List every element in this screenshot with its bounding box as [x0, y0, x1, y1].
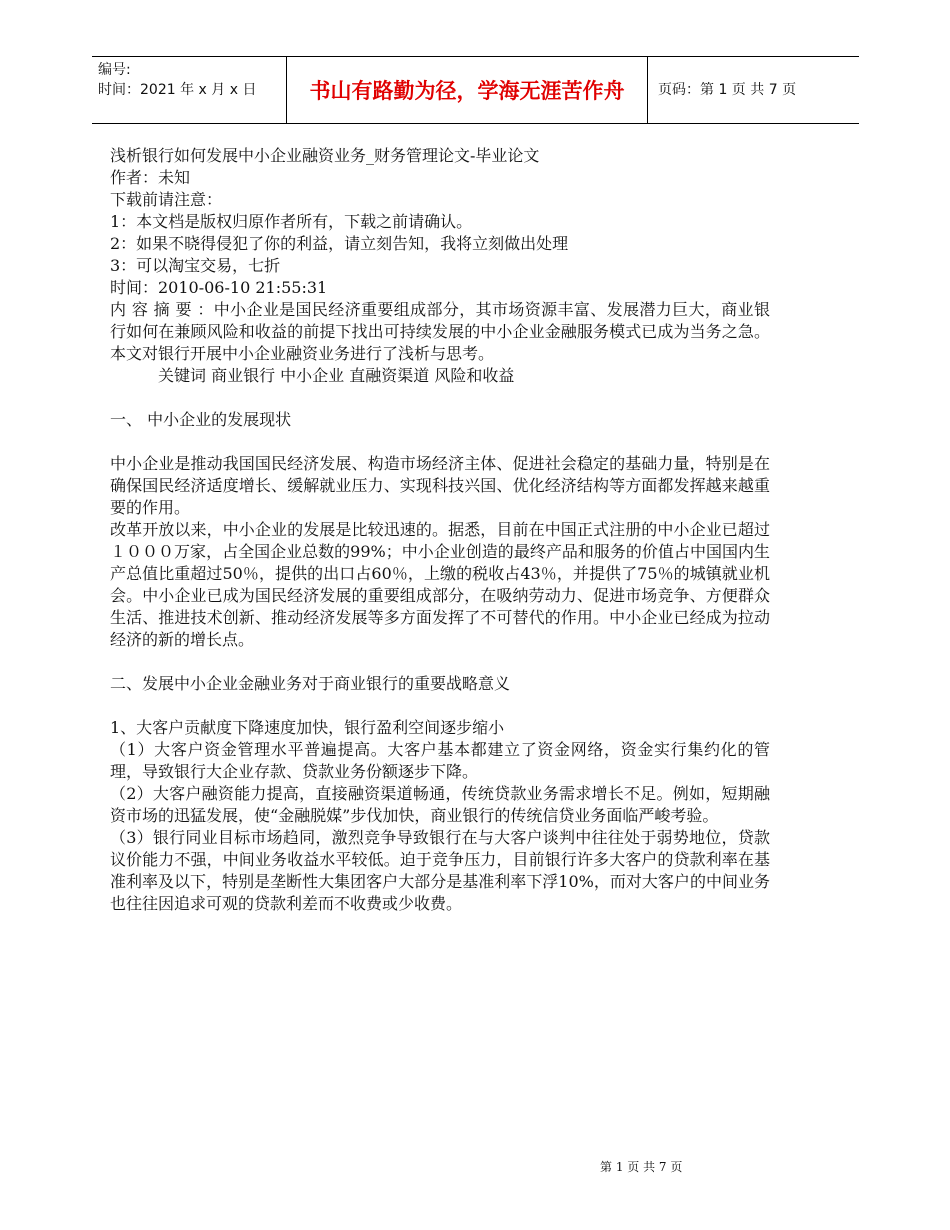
page-footer: 第 1 页 共 7 页: [600, 1160, 683, 1174]
notice-item-3: 3：可以淘宝交易，七折: [110, 256, 281, 275]
subsection1-paragraph-3: （3）银行同业目标市场趋同，激烈竞争导致银行在与大客户谈判中往往处于弱势地位，贷款议价能力不强，中间业务收益水平较低。迫于竞争压力，目前银行许多大客户的贷款利率在基准利率及以下，特别是垄断性大集团客户大部分是基准利率下浮10%，而对大客户的中间业务也往往因追求可观的贷款利差而不收费或少收费。: [110, 828, 770, 913]
section1-paragraph-1: 中小企业是推动我国国民经济发展、构造市场经济主体、促进社会稳定的基础力量，特别是在确保国民经济适度增长、缓解就业压力、实现科技兴国、优化经济结构等方面都发挥越来越重要的作用。: [110, 454, 770, 517]
number-label: 编号:: [98, 62, 131, 78]
header-meta: [98, 60, 256, 100]
notice-heading: 下载前请注意：: [110, 190, 223, 209]
subsection1-paragraph-2: （2）大客户融资能力提高，直接融资渠道畅通，传统贷款业务需求增长不足。例如，短期融资市场的迅猛发展，使“金融脱媒”步伐加快，商业银行的传统信贷业务面临严峻考验。: [110, 784, 770, 825]
subsection1-heading: 1、大客户贡献度下降速度加快，银行盈利空间逐步缩小: [110, 718, 505, 737]
section2-heading: 二、发展中小企业金融业务对于商业银行的重要战略意义: [110, 674, 511, 693]
section1-heading: 一、 中小企业的发展现状: [110, 410, 292, 429]
notice-item-1: 1：本文档是版权归原作者所有，下载之前请确认。: [110, 212, 473, 231]
page-header: [92, 56, 859, 124]
abstract: 内 容 摘 要 ：中小企业是国民经济重要组成部分，其市场资源丰富、发展潜力巨大，商业银行如何在兼顾风险和收益的前提下找出可持续发展的中小企业金融服务模式已成为当务之急。本文对银行开展中小企业融资业务进行了浅析与思考。: [110, 300, 770, 363]
document-body: [110, 145, 770, 915]
section1-paragraph-2: 改革开放以来，中小企业的发展是比较迅速的。据悉，目前在中国正式注册的中小企业已超过１０００万家，占全国企业总数的99%；中小企业创造的最终产品和服务的价值占中国国内生产总值比重超过50％，提供的出口占60％，上缴的税收占43％，并提供了75％的城镇就业机会。中小企业已成为国民经济发展的重要组成部分，在吸纳劳动力、促进市场竞争、方便群众生活、推进技术创新、推动经济发展等多方面发挥了不可替代的作用。中小企业已经成为拉动经济的新的增长点。: [110, 520, 770, 649]
notice-item-2: 2：如果不晓得侵犯了你的利益，请立刻告知，我将立刻做出处理: [110, 234, 569, 253]
header-motto: 书山有路勤为径，学海无涯苦作舟: [286, 57, 648, 123]
subsection1-paragraph-1: （1）大客户资金管理水平普遍提高。大客户基本都建立了资金网络，资金实行集约化的管理，导致银行大企业存款、贷款业务份额逐步下降。: [110, 740, 770, 781]
doc-title: 浅析银行如何发展中小企业融资业务_财务管理论文-毕业论文: [110, 146, 540, 165]
time-label: 时间：2021 年 x 月 x 日: [98, 82, 257, 98]
doc-time: 时间：2010-06-10 21:55:31: [110, 278, 328, 297]
keywords: 关键词 商业银行 中小企业 直融资渠道 风险和收益: [158, 366, 515, 385]
doc-author: 作者：未知: [110, 168, 191, 187]
header-page-info: 页码：第 1 页 共 7 页: [658, 82, 797, 98]
